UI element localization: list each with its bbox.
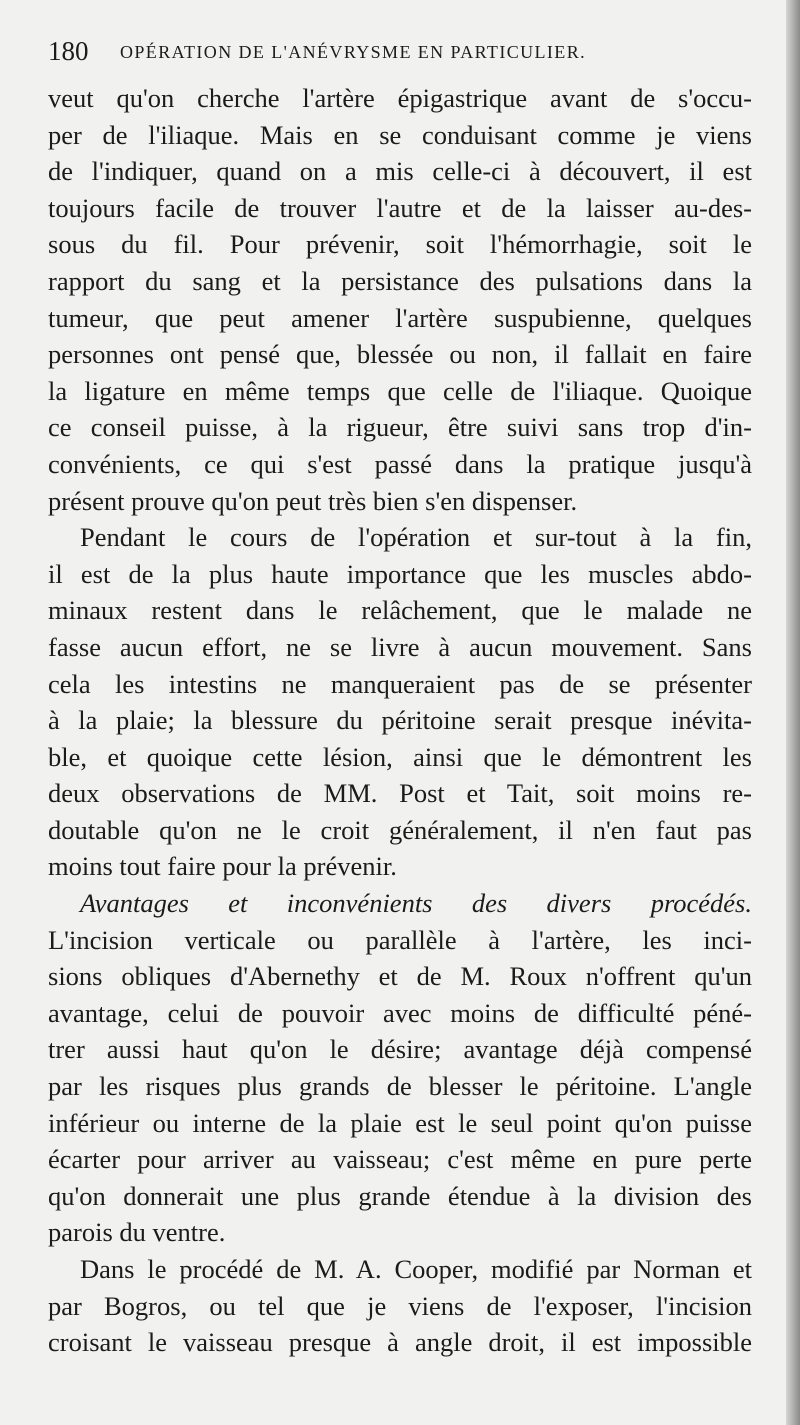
page-gutter-shadow (786, 0, 800, 1425)
page-header (48, 34, 768, 74)
text-line: toujours facile de trouver l'autre et de la laisser au-des- (48, 192, 752, 223)
text-line: inférieur ou interne de la plaie est le seul point qu'on puisse (48, 1107, 752, 1138)
text-line: ble, et quoique cette lésion, ainsi que le démontrent les (48, 741, 752, 772)
text-line: minaux restent dans le relâchement, que le malade ne (48, 595, 752, 626)
body-text (48, 80, 752, 1361)
text-line: avantage, celui de pouvoir avec moins de difficulté péné- (48, 997, 752, 1028)
text-line: veut qu'on cherche l'artère épigastrique avant de s'occu- (48, 83, 752, 113)
text-line: convénients, ce qui s'est passé dans la pratique jusqu'à (48, 448, 752, 479)
text-line: croisant le vaisseau presque à angle droit, il est impossible (48, 1327, 752, 1358)
text-line: moins tout faire pour la prévenir. (48, 851, 397, 882)
text-line: cela les intestins ne manqueraient pas de se présenter (48, 668, 752, 699)
text-line: trer aussi haut qu'on le désire; avantage déjà compensé (48, 1034, 752, 1065)
text-line: L'incision verticale ou parallèle à l'artère, les inci- (48, 924, 752, 955)
text-line: rapport du sang et la persistance des pulsations dans la (48, 265, 752, 296)
text-line: la ligature en même temps que celle de l'iliaque. Quoique (48, 375, 752, 406)
text-line: à la plaie; la blessure du péritoine serait presque inévita- (48, 705, 752, 736)
text-line: sions obliques d'Abernethy et de M. Roux n'offrent qu'un (48, 961, 752, 992)
running-title: OPÉRATION DE L'ANÉVRYSME EN PARTICULIER. (120, 42, 587, 62)
text-line: de l'indiquer, quand on a mis celle-ci à découvert, il est (48, 156, 752, 187)
text-line: per de l'iliaque. Mais en se conduisant comme je viens (48, 119, 752, 150)
text-line: par Bogros, ou tel que je viens de l'exposer, l'incision (48, 1290, 752, 1321)
text-line: tumeur, que peut amener l'artère suspubienne, quelques (48, 302, 752, 333)
section-heading: Avantages et inconvénients des divers procédés. (80, 888, 752, 919)
text-line: Dans le procédé de M. A. Cooper, modifié par Norman et (80, 1254, 752, 1284)
text-line: personnes ont pensé que, blessée ou non, il fallait en faire (48, 339, 752, 370)
text-line: ce conseil puisse, à la rigueur, être suivi sans trop d'in- (48, 412, 752, 443)
text-line: parois du ventre. (48, 1217, 226, 1248)
text-line: fasse aucun effort, ne se livre à aucun mouvement. Sans (48, 631, 752, 662)
text-line: deux observations de MM. Post et Tait, soit moins re- (48, 778, 752, 809)
text-line: qu'on donnerait une plus grande étendue à la division des (48, 1180, 752, 1211)
page-number: 180 (48, 36, 89, 66)
text-line: il est de la plus haute importance que les muscles abdo- (48, 558, 752, 589)
text-line: doutable qu'on ne le croit généralement, il n'en faut pas (48, 814, 752, 845)
text-line: présent prouve qu'on peut très bien s'en dispenser. (48, 485, 578, 516)
text-line: sous du fil. Pour prévenir, soit l'hémorrhagie, soit le (48, 229, 752, 260)
text-line: écarter pour arriver au vaisseau; c'est même en pure perte (48, 1144, 752, 1175)
text-line: par les risques plus grands de blesser le péritoine. L'angle (48, 1071, 752, 1102)
text-line: Pendant le cours de l'opération et sur-tout à la fin, (80, 522, 752, 553)
